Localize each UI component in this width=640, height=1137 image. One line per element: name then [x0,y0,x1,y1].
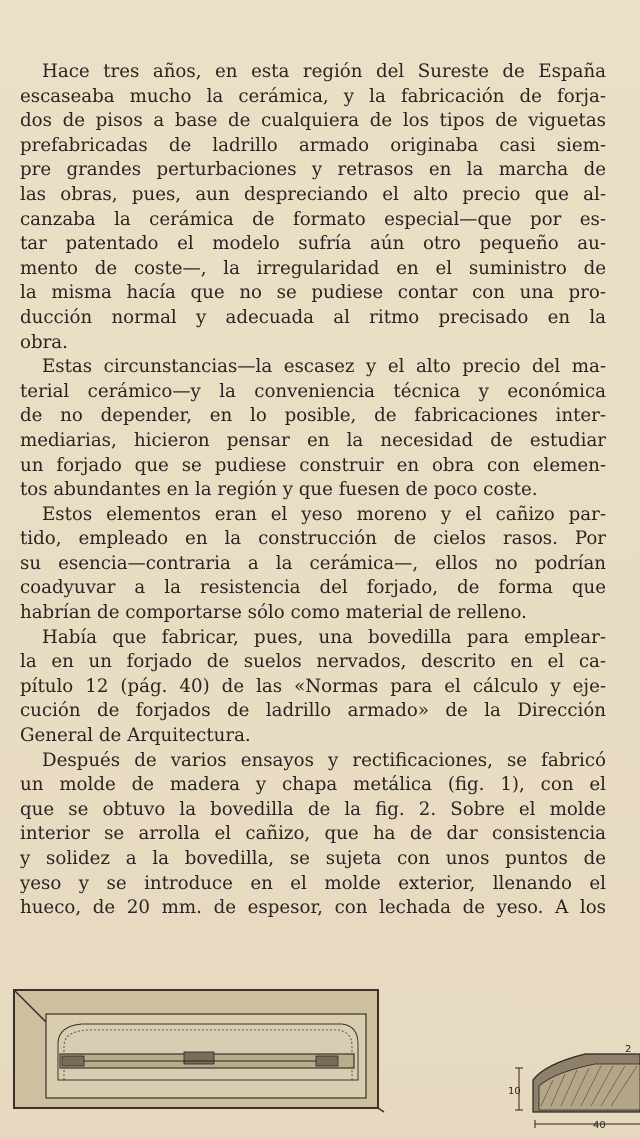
text-line: mediarias, hicieron pensar en la necesidad de estudiar [20,429,606,451]
article-body [20,60,606,921]
text-line: Estas circunstancias—la escasez y el alto precio del ma- [42,356,606,378]
mould-block-left [62,1056,84,1066]
text-line: la en un forjado de suelos nervados, descrito en el ca- [20,651,606,673]
text-line: Estos elementos eran el yeso moreno y el cañizo par- [42,503,606,525]
mould-drawing [12,988,390,1114]
text-line: su esencia—contraria a la cerámica—, ellos no podrían [20,552,606,574]
text-line: pre grandes perturbaciones y retrasos en la marcha de [20,159,606,181]
text-line: un forjado que se pudiese construir en obra con elemen- [20,454,606,476]
text-line: la misma hacía que no se pudiese contar con una pro- [20,282,606,304]
text-line: un molde de madera y chapa metálica (fig. 1), con el [20,774,606,796]
mould-corner-line [378,1108,384,1112]
text-line: tar patentado el modelo sufría aún otro pequeño au- [20,233,606,255]
text-line: hueco, de 20 mm. de espesor, con lechada de yeso. A los [20,897,606,919]
bovedilla-drawing [505,1040,640,1137]
text-line: dos de pisos a base de cualquiera de los tipos de viguetas [20,110,606,132]
dimension-label-width: 40 [593,1120,606,1131]
dimension-label-top: 2 [625,1044,632,1055]
text-line: las obras, pues, aun despreciando el alto precio que al- [20,183,606,205]
text-line: mento de coste—, la irregularidad en el suministro de [20,257,606,279]
mould-block-right [316,1056,338,1066]
mould-block-center [184,1052,214,1064]
text-line: obra. [20,331,68,353]
text-line: yeso y se introduce en el molde exterior, llenando el [20,872,606,894]
paragraph-1 [20,60,606,355]
text-line: ducción normal y adecuada al ritmo precisado en la [20,306,606,328]
text-line: terial cerámico—y la conveniencia técnica y económica [20,380,606,402]
text-line: General de Arquitectura. [20,725,251,747]
text-line: y solidez a la bovedilla, se sujeta con unos puntos de [20,848,606,869]
text-line: Había que fabricar, pues, una bovedilla para emplear- [42,626,606,648]
text-line: que se obtuvo la bovedilla de la fig. 2. Sobre el molde [20,798,606,820]
paragraph-3 [20,503,606,626]
paragraph-2 [20,355,606,503]
text-line: tido, empleado en la construcción de cielos rasos. Por [20,528,606,550]
text-line: Hace tres años, en esta región del Sureste de España [42,61,606,82]
text-line: de no depender, en lo posible, de fabricaciones inter- [20,405,606,427]
paragraph-4 [20,626,606,749]
text-line: cución de forjados de ladrillo armado» de la Dirección [20,700,606,722]
text-line: coadyuvar a la resistencia del forjado, de forma que [20,577,606,599]
paragraph-5 [20,749,606,921]
text-line: Después de varios ensayos y rectificaciones, se fabricó [42,749,606,771]
text-line: pítulo 12 (pág. 40) de las «Normas para el cálculo y eje- [20,675,606,697]
text-line: escaseaba mucho la cerámica, y la fabricación de forja- [20,85,606,107]
text-line: interior se arrolla el cañizo, que ha de dar consistencia [20,823,606,845]
dimension-label-height: 10 [508,1086,521,1097]
text-line: tos abundantes en la región y que fuesen de poco coste. [20,479,538,501]
text-line: habrían de comportarse sólo como material de relleno. [20,602,527,624]
text-line: canzaba la cerámica de formato especial—que por es- [20,208,606,230]
text-line: prefabricadas de ladrillo armado originaba casi siem- [20,134,606,156]
